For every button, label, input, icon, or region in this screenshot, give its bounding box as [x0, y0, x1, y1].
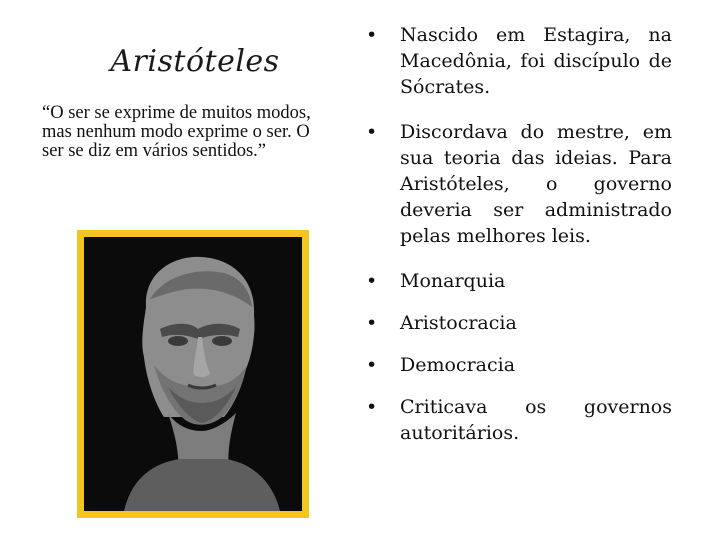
- list-item-text: Monarquia: [400, 270, 506, 292]
- bullet-marker: •: [366, 396, 378, 418]
- list-item: [366, 394, 672, 446]
- list-item: [366, 119, 672, 249]
- bullet-marker: •: [366, 312, 378, 334]
- list-item: [366, 268, 672, 294]
- slide-title: Aristóteles: [110, 44, 280, 79]
- list-item-text: Nascido em Estagira, na Macedônia, foi discípulo de Sócrates.: [400, 24, 672, 98]
- bullet-list: [366, 22, 672, 446]
- bullet-marker: •: [366, 121, 378, 143]
- quote-text: “O ser se exprime de muitos modos, mas nenhum modo exprime o ser. O ser se diz em vários sentidos.”: [42, 103, 311, 161]
- bust-illustration: [84, 237, 302, 511]
- bullet-marker: •: [366, 354, 378, 376]
- bullet-marker: •: [366, 270, 378, 292]
- list-item-text: Democracia: [400, 354, 516, 376]
- list-item-text: Criticava os governos autoritários.: [400, 396, 672, 444]
- list-item: [366, 22, 672, 100]
- list-item-text: Aristocracia: [400, 312, 517, 334]
- bust-portrait-icon: [84, 237, 302, 511]
- list-item-text: Discordava do mestre, em sua teoria das ideias. Para Aristóteles, o governo deveria ser administrado pelas melhores leis.: [400, 121, 672, 247]
- list-item: [366, 310, 672, 336]
- bullet-marker: •: [366, 24, 378, 46]
- portrait-frame: [77, 230, 309, 518]
- list-item: [366, 352, 672, 378]
